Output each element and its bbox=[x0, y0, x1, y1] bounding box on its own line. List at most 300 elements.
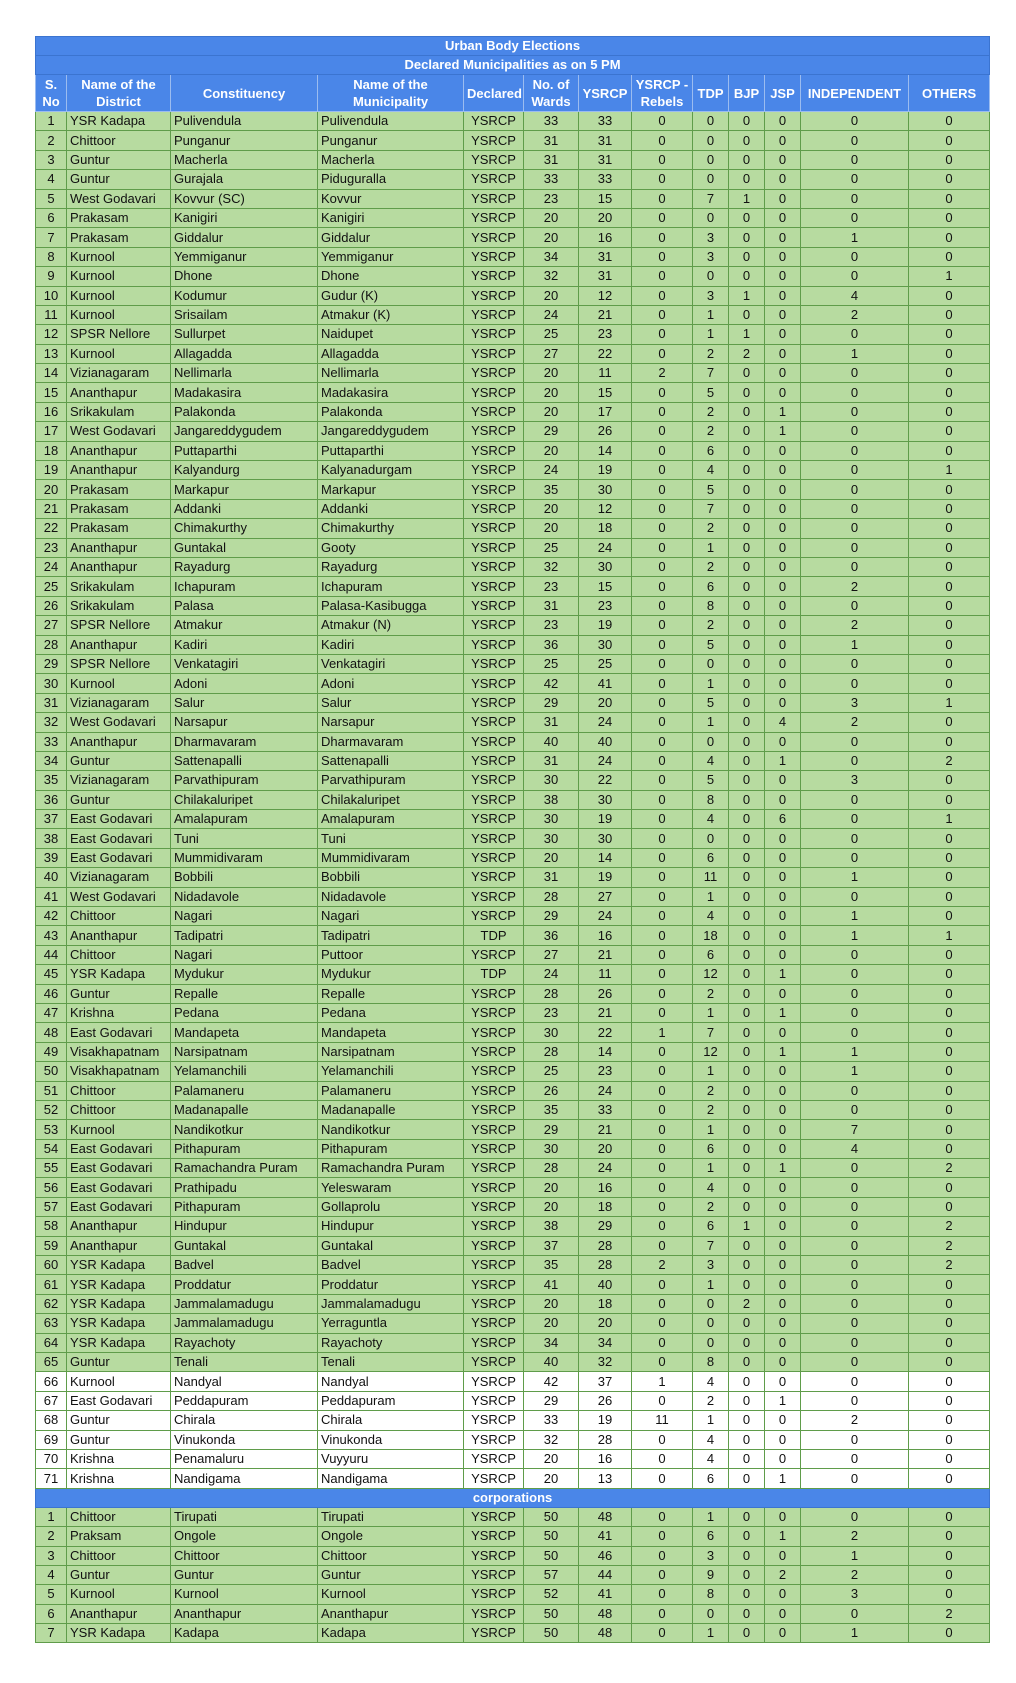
cell-tdp: 9 bbox=[693, 1565, 729, 1584]
cell-independent: 0 bbox=[801, 790, 909, 809]
cell-wards: 36 bbox=[524, 926, 579, 945]
cell-tdp: 18 bbox=[693, 926, 729, 945]
cell-independent: 1 bbox=[801, 1042, 909, 1061]
municipality-row bbox=[36, 189, 990, 208]
cell-bjp: 0 bbox=[729, 1507, 765, 1526]
cell-municipality: Chilakaluripet bbox=[318, 790, 464, 809]
cell-others: 2 bbox=[909, 1236, 990, 1255]
cell-independent: 0 bbox=[801, 848, 909, 867]
cell-ysrcp: 19 bbox=[579, 868, 632, 887]
cell-municipality: Kadiri bbox=[318, 635, 464, 654]
cell-district: YSR Kadapa bbox=[67, 1256, 171, 1275]
municipality-row bbox=[36, 1236, 990, 1255]
cell-constituency: Badvel bbox=[171, 1256, 318, 1275]
municipality-row bbox=[36, 1042, 990, 1061]
cell-ysrcp-rebels: 0 bbox=[632, 247, 693, 266]
cell-ysrcp: 12 bbox=[579, 499, 632, 518]
cell-declared: YSRCP bbox=[464, 635, 524, 654]
cell-ysrcp-rebels: 0 bbox=[632, 868, 693, 887]
cell-municipality: Jangareddygudem bbox=[318, 422, 464, 441]
cell-others: 0 bbox=[909, 112, 990, 131]
cell-district: East Godavari bbox=[67, 1159, 171, 1178]
cell-others: 0 bbox=[909, 1449, 990, 1468]
cell-others: 0 bbox=[909, 654, 990, 673]
cell-declared: YSRCP bbox=[464, 887, 524, 906]
cell-independent: 0 bbox=[801, 829, 909, 848]
cell-constituency: Tirupati bbox=[171, 1507, 318, 1526]
cell-sno: 22 bbox=[36, 519, 67, 538]
cell-declared: YSRCP bbox=[464, 1507, 524, 1526]
cell-independent: 0 bbox=[801, 596, 909, 615]
cell-constituency: Kalyandurg bbox=[171, 461, 318, 480]
cell-sno: 61 bbox=[36, 1275, 67, 1294]
cell-independent: 0 bbox=[801, 1294, 909, 1313]
header-wards: No. of Wards bbox=[524, 75, 579, 112]
cell-constituency: Salur bbox=[171, 693, 318, 712]
municipality-row bbox=[36, 1139, 990, 1158]
cell-others: 0 bbox=[909, 848, 990, 867]
cell-others: 0 bbox=[909, 771, 990, 790]
cell-tdp: 8 bbox=[693, 1353, 729, 1372]
cell-ysrcp: 33 bbox=[579, 170, 632, 189]
cell-others: 0 bbox=[909, 1527, 990, 1546]
cell-wards: 20 bbox=[524, 1178, 579, 1197]
cell-bjp: 0 bbox=[729, 112, 765, 131]
cell-municipality: Atmakur (N) bbox=[318, 616, 464, 635]
cell-declared: YSRCP bbox=[464, 1430, 524, 1449]
cell-jsp: 0 bbox=[765, 1314, 801, 1333]
cell-ysrcp-rebels: 0 bbox=[632, 1081, 693, 1100]
cell-bjp: 0 bbox=[729, 247, 765, 266]
cell-district: Guntur bbox=[67, 150, 171, 169]
cell-district: Guntur bbox=[67, 170, 171, 189]
cell-bjp: 0 bbox=[729, 848, 765, 867]
cell-tdp: 2 bbox=[693, 616, 729, 635]
cell-independent: 0 bbox=[801, 189, 909, 208]
cell-tdp: 7 bbox=[693, 1236, 729, 1255]
cell-jsp: 0 bbox=[765, 480, 801, 499]
corporation-row bbox=[36, 1565, 990, 1584]
cell-wards: 35 bbox=[524, 480, 579, 499]
cell-wards: 28 bbox=[524, 887, 579, 906]
cell-tdp: 0 bbox=[693, 1604, 729, 1623]
cell-sno: 29 bbox=[36, 654, 67, 673]
cell-tdp: 11 bbox=[693, 868, 729, 887]
cell-constituency: Pithapuram bbox=[171, 1139, 318, 1158]
cell-others: 0 bbox=[909, 519, 990, 538]
cell-district: West Godavari bbox=[67, 713, 171, 732]
cell-constituency: Sullurpet bbox=[171, 325, 318, 344]
cell-municipality: Palakonda bbox=[318, 402, 464, 421]
cell-others: 0 bbox=[909, 1430, 990, 1449]
cell-jsp: 0 bbox=[765, 1100, 801, 1119]
cell-others: 0 bbox=[909, 1353, 990, 1372]
cell-municipality: Kurnool bbox=[318, 1585, 464, 1604]
cell-bjp: 0 bbox=[729, 907, 765, 926]
cell-declared: YSRCP bbox=[464, 325, 524, 344]
municipality-row bbox=[36, 499, 990, 518]
cell-bjp: 0 bbox=[729, 1527, 765, 1546]
cell-tdp: 6 bbox=[693, 1139, 729, 1158]
cell-wards: 41 bbox=[524, 1275, 579, 1294]
cell-tdp: 7 bbox=[693, 1023, 729, 1042]
cell-district: Kurnool bbox=[67, 674, 171, 693]
cell-wards: 20 bbox=[524, 402, 579, 421]
cell-independent: 3 bbox=[801, 1585, 909, 1604]
cell-jsp: 4 bbox=[765, 713, 801, 732]
cell-district: Chittoor bbox=[67, 1100, 171, 1119]
cell-independent: 3 bbox=[801, 693, 909, 712]
cell-municipality: Nandyal bbox=[318, 1372, 464, 1391]
cell-wards: 23 bbox=[524, 1003, 579, 1022]
cell-independent: 0 bbox=[801, 1430, 909, 1449]
cell-constituency: Nellimarla bbox=[171, 364, 318, 383]
cell-wards: 40 bbox=[524, 732, 579, 751]
municipality-row bbox=[36, 713, 990, 732]
cell-wards: 26 bbox=[524, 1081, 579, 1100]
cell-independent: 2 bbox=[801, 1527, 909, 1546]
cell-district: Guntur bbox=[67, 751, 171, 770]
cell-jsp: 0 bbox=[765, 364, 801, 383]
cell-ysrcp-rebels: 0 bbox=[632, 170, 693, 189]
cell-constituency: Amalapuram bbox=[171, 810, 318, 829]
cell-municipality: Dhone bbox=[318, 267, 464, 286]
cell-sno: 34 bbox=[36, 751, 67, 770]
cell-district: Srikakulam bbox=[67, 402, 171, 421]
cell-bjp: 0 bbox=[729, 1197, 765, 1216]
municipality-row bbox=[36, 577, 990, 596]
cell-jsp: 0 bbox=[765, 790, 801, 809]
municipality-row bbox=[36, 693, 990, 712]
cell-sno: 2 bbox=[36, 1527, 67, 1546]
cell-bjp: 0 bbox=[729, 557, 765, 576]
cell-others: 0 bbox=[909, 713, 990, 732]
municipality-row bbox=[36, 305, 990, 324]
cell-independent: 4 bbox=[801, 1139, 909, 1158]
cell-declared: YSRCP bbox=[464, 693, 524, 712]
cell-district: Visakhapatnam bbox=[67, 1042, 171, 1061]
cell-tdp: 0 bbox=[693, 1333, 729, 1352]
municipality-row bbox=[36, 1449, 990, 1468]
cell-municipality: Dharmavaram bbox=[318, 732, 464, 751]
cell-wards: 31 bbox=[524, 751, 579, 770]
cell-ysrcp: 17 bbox=[579, 402, 632, 421]
cell-wards: 25 bbox=[524, 538, 579, 557]
cell-others: 0 bbox=[909, 1507, 990, 1526]
cell-ysrcp-rebels: 0 bbox=[632, 1604, 693, 1623]
cell-sno: 15 bbox=[36, 383, 67, 402]
cell-jsp: 0 bbox=[765, 131, 801, 150]
cell-bjp: 0 bbox=[729, 635, 765, 654]
cell-constituency: Kurnool bbox=[171, 1585, 318, 1604]
cell-constituency: Tadipatri bbox=[171, 926, 318, 945]
municipality-row bbox=[36, 112, 990, 131]
cell-independent: 0 bbox=[801, 674, 909, 693]
cell-independent: 0 bbox=[801, 480, 909, 499]
cell-constituency: Tenali bbox=[171, 1353, 318, 1372]
cell-municipality: Ongole bbox=[318, 1527, 464, 1546]
cell-tdp: 7 bbox=[693, 499, 729, 518]
cell-declared: YSRCP bbox=[464, 771, 524, 790]
cell-municipality: Nagari bbox=[318, 907, 464, 926]
cell-district: Vizianagaram bbox=[67, 771, 171, 790]
cell-municipality: Mummidivaram bbox=[318, 848, 464, 867]
cell-jsp: 0 bbox=[765, 926, 801, 945]
cell-ysrcp: 20 bbox=[579, 693, 632, 712]
municipality-row bbox=[36, 344, 990, 363]
cell-ysrcp: 41 bbox=[579, 1527, 632, 1546]
cell-jsp: 0 bbox=[765, 228, 801, 247]
cell-tdp: 1 bbox=[693, 1507, 729, 1526]
cell-sno: 24 bbox=[36, 557, 67, 576]
cell-others: 0 bbox=[909, 1585, 990, 1604]
municipality-row bbox=[36, 1023, 990, 1042]
cell-declared: YSRCP bbox=[464, 499, 524, 518]
cell-declared: YSRCP bbox=[464, 907, 524, 926]
cell-jsp: 0 bbox=[765, 325, 801, 344]
cell-tdp: 6 bbox=[693, 1469, 729, 1488]
cell-district: East Godavari bbox=[67, 1139, 171, 1158]
cell-constituency: Parvathipuram bbox=[171, 771, 318, 790]
cell-bjp: 0 bbox=[729, 1391, 765, 1410]
cell-district: Guntur bbox=[67, 1411, 171, 1430]
cell-ysrcp: 16 bbox=[579, 1449, 632, 1468]
cell-sno: 13 bbox=[36, 344, 67, 363]
cell-others: 0 bbox=[909, 1294, 990, 1313]
cell-declared: YSRCP bbox=[464, 1411, 524, 1430]
cell-sno: 31 bbox=[36, 693, 67, 712]
cell-wards: 25 bbox=[524, 654, 579, 673]
cell-tdp: 0 bbox=[693, 829, 729, 848]
cell-jsp: 0 bbox=[765, 1197, 801, 1216]
corporations-section-row bbox=[36, 1488, 990, 1507]
cell-declared: YSRCP bbox=[464, 1585, 524, 1604]
cell-district: Kurnool bbox=[67, 286, 171, 305]
cell-others: 0 bbox=[909, 383, 990, 402]
cell-jsp: 0 bbox=[765, 1353, 801, 1372]
cell-independent: 1 bbox=[801, 1624, 909, 1643]
cell-ysrcp: 22 bbox=[579, 344, 632, 363]
cell-wards: 33 bbox=[524, 1411, 579, 1430]
cell-independent: 1 bbox=[801, 1062, 909, 1081]
cell-tdp: 6 bbox=[693, 1217, 729, 1236]
cell-sno: 4 bbox=[36, 1565, 67, 1584]
cell-jsp: 0 bbox=[765, 654, 801, 673]
cell-declared: YSRCP bbox=[464, 848, 524, 867]
cell-independent: 0 bbox=[801, 1314, 909, 1333]
cell-ysrcp: 40 bbox=[579, 1275, 632, 1294]
cell-ysrcp-rebels: 0 bbox=[632, 674, 693, 693]
cell-ysrcp-rebels: 0 bbox=[632, 577, 693, 596]
cell-declared: YSRCP bbox=[464, 810, 524, 829]
cell-constituency: Pithapuram bbox=[171, 1197, 318, 1216]
cell-bjp: 2 bbox=[729, 344, 765, 363]
cell-sno: 25 bbox=[36, 577, 67, 596]
cell-others: 1 bbox=[909, 267, 990, 286]
cell-declared: YSRCP bbox=[464, 112, 524, 131]
cell-tdp: 5 bbox=[693, 771, 729, 790]
cell-others: 0 bbox=[909, 732, 990, 751]
cell-others: 0 bbox=[909, 674, 990, 693]
municipality-row bbox=[36, 1120, 990, 1139]
municipality-row bbox=[36, 1178, 990, 1197]
municipality-row bbox=[36, 267, 990, 286]
cell-others: 0 bbox=[909, 170, 990, 189]
cell-jsp: 0 bbox=[765, 848, 801, 867]
cell-others: 0 bbox=[909, 1139, 990, 1158]
cell-tdp: 5 bbox=[693, 693, 729, 712]
cell-municipality: Naidupet bbox=[318, 325, 464, 344]
cell-sno: 12 bbox=[36, 325, 67, 344]
cell-sno: 66 bbox=[36, 1372, 67, 1391]
cell-constituency: Ichapuram bbox=[171, 577, 318, 596]
cell-tdp: 2 bbox=[693, 422, 729, 441]
cell-wards: 29 bbox=[524, 422, 579, 441]
cell-bjp: 0 bbox=[729, 732, 765, 751]
cell-bjp: 0 bbox=[729, 305, 765, 324]
municipality-row bbox=[36, 1217, 990, 1236]
cell-ysrcp: 40 bbox=[579, 732, 632, 751]
cell-wards: 20 bbox=[524, 1469, 579, 1488]
cell-constituency: Pedana bbox=[171, 1003, 318, 1022]
cell-ysrcp: 22 bbox=[579, 771, 632, 790]
cell-bjp: 0 bbox=[729, 616, 765, 635]
cell-district: Chittoor bbox=[67, 1546, 171, 1565]
cell-wards: 24 bbox=[524, 965, 579, 984]
cell-ysrcp: 14 bbox=[579, 848, 632, 867]
cell-tdp: 4 bbox=[693, 1430, 729, 1449]
cell-sno: 27 bbox=[36, 616, 67, 635]
cell-constituency: Penamaluru bbox=[171, 1449, 318, 1468]
cell-bjp: 0 bbox=[729, 1120, 765, 1139]
municipality-row bbox=[36, 1294, 990, 1313]
cell-jsp: 0 bbox=[765, 1139, 801, 1158]
municipality-row bbox=[36, 1256, 990, 1275]
cell-municipality: Kalyanadurgam bbox=[318, 461, 464, 480]
cell-wards: 20 bbox=[524, 1314, 579, 1333]
cell-ysrcp: 30 bbox=[579, 635, 632, 654]
municipality-row bbox=[36, 771, 990, 790]
cell-declared: YSRCP bbox=[464, 1372, 524, 1391]
cell-tdp: 8 bbox=[693, 1585, 729, 1604]
cell-bjp: 0 bbox=[729, 926, 765, 945]
cell-jsp: 0 bbox=[765, 1372, 801, 1391]
cell-independent: 1 bbox=[801, 868, 909, 887]
cell-sno: 33 bbox=[36, 732, 67, 751]
cell-declared: YSRCP bbox=[464, 480, 524, 499]
cell-independent: 0 bbox=[801, 383, 909, 402]
cell-wards: 28 bbox=[524, 984, 579, 1003]
cell-declared: YSRCP bbox=[464, 538, 524, 557]
cell-constituency: Nandikotkur bbox=[171, 1120, 318, 1139]
cell-municipality: Sattenapalli bbox=[318, 751, 464, 770]
cell-district: Vizianagaram bbox=[67, 868, 171, 887]
cell-constituency: Guntakal bbox=[171, 538, 318, 557]
cell-constituency: Palakonda bbox=[171, 402, 318, 421]
cell-ysrcp: 15 bbox=[579, 383, 632, 402]
cell-sno: 47 bbox=[36, 1003, 67, 1022]
municipality-row bbox=[36, 848, 990, 867]
cell-wards: 37 bbox=[524, 1236, 579, 1255]
cell-others: 0 bbox=[909, 577, 990, 596]
header-constituency: Constituency bbox=[171, 75, 318, 112]
cell-others: 0 bbox=[909, 984, 990, 1003]
cell-jsp: 0 bbox=[765, 1217, 801, 1236]
cell-declared: YSRCP bbox=[464, 1391, 524, 1410]
municipality-row bbox=[36, 1391, 990, 1410]
cell-ysrcp-rebels: 0 bbox=[632, 461, 693, 480]
cell-jsp: 0 bbox=[765, 887, 801, 906]
cell-independent: 0 bbox=[801, 1178, 909, 1197]
cell-tdp: 3 bbox=[693, 286, 729, 305]
cell-municipality: Yerraguntla bbox=[318, 1314, 464, 1333]
cell-sno: 3 bbox=[36, 150, 67, 169]
cell-independent: 0 bbox=[801, 654, 909, 673]
cell-municipality: Gooty bbox=[318, 538, 464, 557]
cell-ysrcp: 23 bbox=[579, 596, 632, 615]
header-ysrcp: YSRCP bbox=[579, 75, 632, 112]
cell-ysrcp: 22 bbox=[579, 1023, 632, 1042]
cell-bjp: 0 bbox=[729, 383, 765, 402]
cell-ysrcp-rebels: 0 bbox=[632, 1217, 693, 1236]
cell-ysrcp-rebels: 2 bbox=[632, 1256, 693, 1275]
cell-ysrcp-rebels: 0 bbox=[632, 1120, 693, 1139]
municipality-row bbox=[36, 1062, 990, 1081]
cell-constituency: Palamaneru bbox=[171, 1081, 318, 1100]
cell-independent: 0 bbox=[801, 1256, 909, 1275]
cell-constituency: Peddapuram bbox=[171, 1391, 318, 1410]
cell-tdp: 2 bbox=[693, 557, 729, 576]
title-row-1 bbox=[36, 37, 990, 56]
header-district: Name of the District bbox=[67, 75, 171, 112]
cell-constituency: Rayadurg bbox=[171, 557, 318, 576]
cell-jsp: 0 bbox=[765, 1430, 801, 1449]
municipality-row bbox=[36, 1159, 990, 1178]
cell-sno: 26 bbox=[36, 596, 67, 615]
municipality-row bbox=[36, 422, 990, 441]
cell-declared: YSRCP bbox=[464, 945, 524, 964]
cell-independent: 2 bbox=[801, 1565, 909, 1584]
cell-ysrcp-rebels: 0 bbox=[632, 771, 693, 790]
cell-bjp: 0 bbox=[729, 887, 765, 906]
cell-others: 0 bbox=[909, 1411, 990, 1430]
cell-sno: 39 bbox=[36, 848, 67, 867]
cell-ysrcp: 33 bbox=[579, 112, 632, 131]
cell-wards: 23 bbox=[524, 189, 579, 208]
cell-constituency: Atmakur bbox=[171, 616, 318, 635]
cell-independent: 1 bbox=[801, 926, 909, 945]
cell-jsp: 1 bbox=[765, 1003, 801, 1022]
cell-ysrcp: 21 bbox=[579, 945, 632, 964]
cell-jsp: 0 bbox=[765, 286, 801, 305]
cell-declared: YSRCP bbox=[464, 1217, 524, 1236]
cell-others: 0 bbox=[909, 208, 990, 227]
cell-ysrcp: 41 bbox=[579, 1585, 632, 1604]
cell-constituency: Gurajala bbox=[171, 170, 318, 189]
cell-others: 0 bbox=[909, 1624, 990, 1643]
cell-jsp: 0 bbox=[765, 150, 801, 169]
cell-sno: 6 bbox=[36, 1604, 67, 1623]
cell-district: Vizianagaram bbox=[67, 364, 171, 383]
cell-independent: 0 bbox=[801, 402, 909, 421]
cell-district: YSR Kadapa bbox=[67, 965, 171, 984]
cell-tdp: 4 bbox=[693, 461, 729, 480]
cell-ysrcp-rebels: 0 bbox=[632, 267, 693, 286]
cell-constituency: Jammalamadugu bbox=[171, 1314, 318, 1333]
cell-ysrcp: 18 bbox=[579, 519, 632, 538]
cell-wards: 28 bbox=[524, 1159, 579, 1178]
municipality-row bbox=[36, 228, 990, 247]
